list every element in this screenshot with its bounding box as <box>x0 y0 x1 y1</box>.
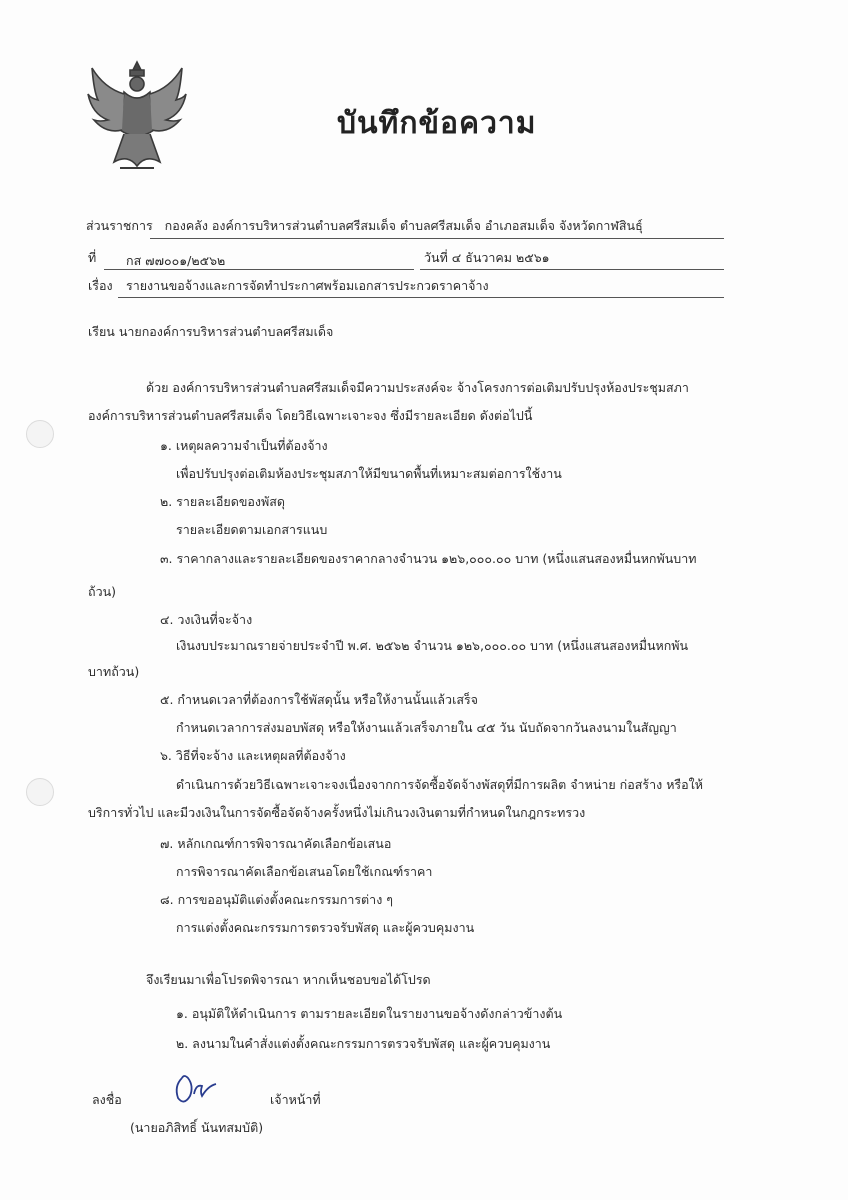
subject-underline <box>118 297 724 298</box>
subject-value: รายงานขอจ้างและการจัดทำประกาศพร้อมเอกสารประกวดราคาจ้าง <box>126 278 489 293</box>
closing-point-1: ๑. อนุมัติให้ดำเนินการ ตามรายละเอียดในรายงานขอจ้างดังกล่าวข้างต้น <box>176 1006 563 1021</box>
item-8-title: ๘. การขออนุมัติแต่งตั้งคณะกรรมการต่าง ๆ <box>160 892 393 907</box>
closing-point-2: ๒. ลงนามในคำสั่งแต่งตั้งคณะกรรมการตรวจรับพัสดุ และผู้ควบคุมงาน <box>176 1036 551 1051</box>
item-1-title: ๑. เหตุผลความจำเป็นที่ต้องจ้าง <box>160 438 328 453</box>
item-4-line-2: บาทถ้วน) <box>88 664 140 679</box>
item-5-text: กำหนดเวลาการส่งมอบพัสดุ หรือให้งานแล้วเสร็จภายใน ๔๕ วัน นับถัดจากวันลงนามในสัญญา <box>176 720 677 735</box>
item-4-line-1: เงินงบประมาณรายจ่ายประจำปี พ.ศ. ๒๕๖๒ จำนวน ๑๒๖,๐๐๐.๐๐ บาท (หนึ่งแสนสองหมื่นหกพัน <box>176 638 689 653</box>
intro-line-1: ด้วย องค์การบริหารส่วนตำบลศรีสมเด็จมีความประสงค์จะ จ้างโครงการต่อเติมปรับปรุงห้องประชุมสภา <box>146 380 689 395</box>
punch-hole <box>26 420 54 448</box>
handwritten-signature-icon <box>172 1072 224 1106</box>
item-6-line-2: บริการทั่วไป และมีวงเงินในการจัดซื้อจัดจ้างครั้งหนึ่งไม่เกินวงเงินตามที่กำหนดในกฎกระทรวง <box>88 805 586 820</box>
salutation: เรียน นายกองค์การบริหารส่วนตำบลศรีสมเด็จ <box>88 324 334 339</box>
item-6-line-1: ดำเนินการด้วยวิธีเฉพาะเจาะจงเนื่องจากการจัดซื้อจัดจ้างพัสดุที่มีการผลิต จำหน่าย ก่อสร้าง หรือให้ <box>176 777 703 792</box>
ref-underline <box>104 269 414 270</box>
department-underline <box>150 238 724 239</box>
item-3-line-2: ถ้วน) <box>88 584 117 599</box>
item-7-title: ๗. หลักเกณฑ์การพิจารณาคัดเลือกข้อเสนอ <box>160 836 392 851</box>
item-4-title: ๔. วงเงินที่จะจ้าง <box>160 612 253 627</box>
item-3-line-1: ๓. ราคากลางและรายละเอียดของราคากลางจำนวน ๑๒๖,๐๐๐.๐๐ บาท (หนึ่งแสนสองหมื่นหกพันบาท <box>160 551 697 566</box>
item-5-title: ๕. กำหนดเวลาที่ต้องการใช้พัสดุนั้น หรือให้งานนั้นแล้วเสร็จ <box>160 692 479 707</box>
date-value: วันที่ ๔ ธันวาคม ๒๕๖๑ <box>424 250 550 265</box>
item-6-title: ๖. วิธีที่จะจ้าง และเหตุผลที่ต้องจ้าง <box>160 748 346 763</box>
date-underline <box>420 269 724 270</box>
department-line <box>86 216 643 236</box>
department-value: กองคลัง องค์การบริหารส่วนตำบลศรีสมเด็จ ตำบลศรีสมเด็จ อำเภอสมเด็จ จังหวัดกาฬสินธุ์ <box>164 218 643 233</box>
punch-hole <box>26 778 54 806</box>
item-7-text: การพิจารณาคัดเลือกข้อเสนอโดยใช้เกณฑ์ราคา <box>176 864 433 879</box>
subject-label: เรื่อง <box>88 278 113 293</box>
ref-label: ที่ <box>88 250 97 265</box>
memo-title: บันทึกข้อความ <box>337 106 537 141</box>
sign-label: ลงชื่อ <box>92 1092 122 1107</box>
item-1-text: เพื่อปรับปรุงต่อเติมห้องประชุมสภาให้มีขนาดพื้นที่เหมาะสมต่อการใช้งาน <box>176 466 562 481</box>
garuda-emblem-icon <box>84 58 190 174</box>
intro-line-2: องค์การบริหารส่วนตำบลศรีสมเด็จ โดยวิธีเฉพาะเจาะจง ซึ่งมีรายละเอียด ดังต่อไปนี้ <box>88 408 533 423</box>
signer-name: (นายอภิสิทธิ์ นันทสมบัติ) <box>130 1120 264 1135</box>
department-label: ส่วนราชการ <box>86 218 153 233</box>
signer-position: เจ้าหน้าที่ <box>270 1092 321 1107</box>
ref-value: กส ๗๗๐๐๑/๒๕๖๒ <box>126 253 226 268</box>
item-2-title: ๒. รายละเอียดของพัสดุ <box>160 494 285 509</box>
closing-request: จึงเรียนมาเพื่อโปรดพิจารณา หากเห็นชอบขอได้โปรด <box>146 972 431 987</box>
item-2-text: รายละเอียดตามเอกสารแนบ <box>176 522 328 537</box>
item-8-text: การแต่งตั้งคณะกรรมการตรวจรับพัสดุ และผู้ควบคุมงาน <box>176 920 475 935</box>
